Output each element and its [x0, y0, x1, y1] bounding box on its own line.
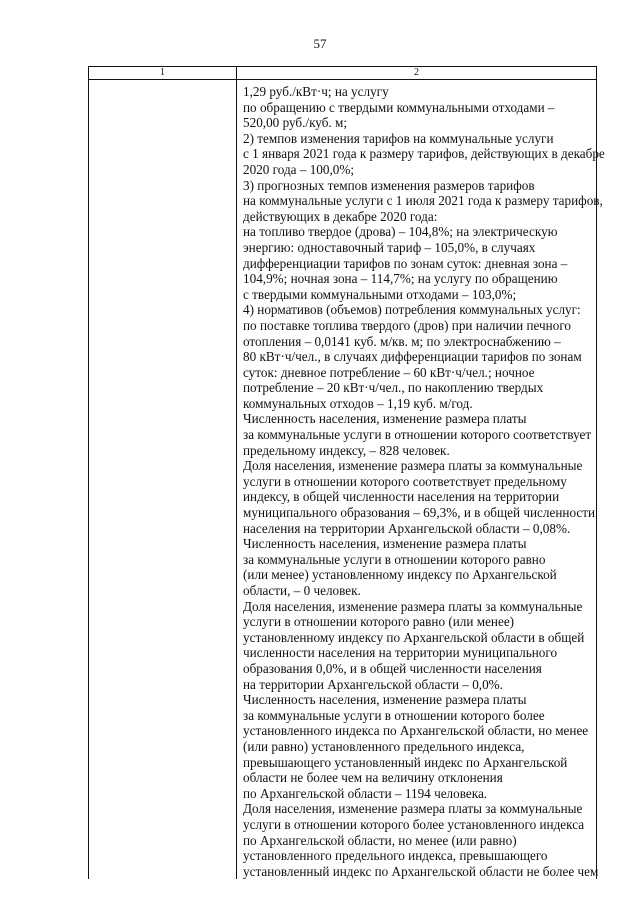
column-header-2: 2	[237, 67, 597, 80]
text-line: установленный индекс по Архангельской области не более чем	[243, 863, 599, 879]
text-line: по обращению с твердыми коммунальными отходами –	[243, 99, 555, 115]
text-line: с 1 января 2021 года к размеру тарифов, действующих в декабре	[243, 146, 605, 162]
text-line: на территории Архангельской области – 0,0%.	[243, 676, 503, 692]
text-line: по Архангельской области – 1194 человека.	[243, 785, 488, 801]
text-line: 2) темпов изменения тарифов на коммунальные услуги	[243, 130, 554, 146]
text-line: численности населения на территории муниципального	[243, 645, 558, 661]
text-line: Доля населения, изменение размера платы за коммунальные	[243, 801, 583, 817]
text-line: установленному индексу по Архангельской области в общей	[243, 629, 585, 645]
text-line: 2020 года – 100,0%;	[243, 161, 355, 177]
column-2-cell	[237, 80, 605, 880]
text-line: по Архангельской области, но менее (или равно)	[243, 832, 517, 848]
text-line: за коммунальные услуги в отношении которого равно	[243, 551, 546, 567]
text-line: по поставке топлива твердого (дров) при наличии печного	[243, 317, 572, 333]
table-body-row	[89, 80, 597, 880]
text-line: области, – 0 человек.	[243, 583, 361, 598]
text-line: отопления – 0,0141 куб. м/кв. м; по электроснабжению –	[243, 333, 561, 349]
text-line: Доля населения, изменение размера платы за коммунальные	[243, 458, 583, 474]
text-line: установленного индекса по Архангельской области, но менее	[243, 723, 589, 739]
text-line: превышающего установленный индекс по Архангельской	[243, 754, 568, 770]
text-line: Доля населения, изменение размера платы за коммунальные	[243, 598, 583, 614]
table-header-row	[89, 67, 597, 80]
text-line: потребление – 20 кВт·ч/чел., по накоплению твердых	[243, 380, 544, 396]
text-line: 1,29 руб./кВт·ч; на услугу	[243, 84, 389, 99]
text-line: 104,9%; ночная зона – 114,7%; на услугу по обращению	[243, 271, 558, 287]
text-line: за коммунальные услуги в отношении которого более	[243, 707, 545, 723]
text-line: действующих в декабре 2020 года:	[243, 208, 438, 224]
column-1-cell	[89, 80, 237, 880]
text-line: установленного предельного индекса, превышающего	[243, 848, 548, 864]
text-line: 4) нормативов (объемов) потребления коммунальных услуг:	[243, 302, 581, 318]
text-line: услуги в отношении которого равно (или менее)	[243, 614, 515, 630]
document-table	[88, 66, 605, 879]
text-line: Численность населения, изменение размера платы	[243, 692, 527, 708]
text-line: с твердыми коммунальными отходами – 103,0%;	[243, 286, 517, 302]
text-line: (или менее) установленному индексу по Архангельской	[243, 567, 557, 583]
text-line: услуги в отношении которого более установленного индекса	[243, 816, 585, 832]
text-line: энергию: одноставочный тариф – 105,0%, в случаях	[243, 239, 536, 255]
text-line: Численность населения, изменение размера платы	[243, 411, 527, 427]
text-line: индексу, в общей численности населения на территории	[243, 489, 560, 505]
text-line: (или равно) установленного предельного индекса,	[243, 738, 525, 754]
text-line: муниципального образования – 69,3%, и в общей численности	[243, 505, 596, 521]
text-line: услуги в отношении которого соответствует предельному	[243, 473, 567, 489]
text-line: коммунальных отходов – 1,19 куб. м/год.	[243, 395, 473, 411]
text-line: дифференциации тарифов по зонам суток: дневная зона –	[243, 255, 568, 271]
text-line: образования 0,0%, и в общей численности населения	[243, 660, 542, 676]
text-line: на топливо твердое (дрова) – 104,8%; на электрическую	[243, 224, 558, 240]
column-header-1: 1	[89, 67, 237, 80]
text-line: области не более чем на величину отклонения	[243, 770, 503, 786]
text-line: суток: дневное потребление – 60 кВт·ч/чел.; ночное	[243, 364, 535, 380]
text-line: 3) прогнозных темпов изменения размеров тарифов	[243, 177, 535, 193]
text-line: на коммунальные услуги с 1 июля 2021 года к размеру тарифов,	[243, 193, 603, 209]
column-2-text	[237, 80, 605, 879]
text-line: населения на территории Архангельской области – 0,08%.	[243, 520, 571, 536]
text-line: предельному индексу, – 828 человек.	[243, 442, 450, 458]
text-line: за коммунальные услуги в отношении которого соответствует	[243, 427, 592, 443]
page-number: 57	[313, 36, 327, 51]
text-line: 520,00 руб./куб. м;	[243, 115, 348, 131]
text-line: Численность населения, изменение размера платы	[243, 536, 527, 552]
text-line: 80 кВт·ч/чел., в случаях дифференциации тарифов по зонам	[243, 349, 582, 365]
